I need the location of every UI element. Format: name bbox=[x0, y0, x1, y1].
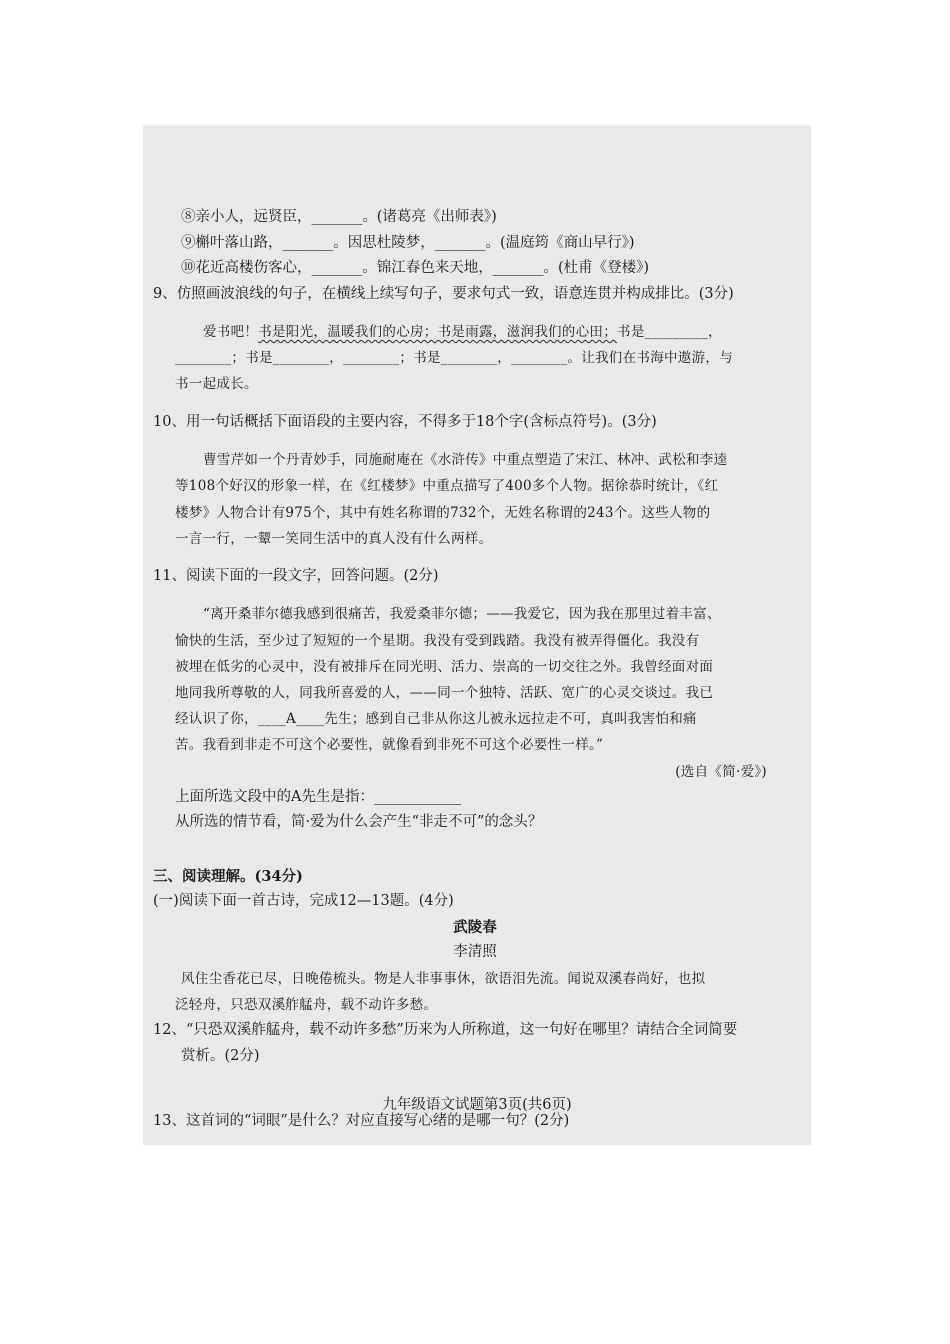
q11-para-3: 被埋在低劣的心灵中，没有被排斥在同光明、活力、崇高的一切交往之外。我曾经面对面 bbox=[175, 658, 714, 675]
poem-line-1: 风住尘香花已尽，日晚倦梳头。物是人非事事休，欲语泪先流。闻说双溪春尚好，也拟 bbox=[181, 970, 706, 987]
q10-para-3: 楼梦》人物合计有975个，其中有姓名称谓的732个，无姓名称谓的243个。这些人物的 bbox=[175, 504, 711, 521]
q11-para-6: 苦。我看到非走不可这个必要性，就像看到非死不可这个必要性一样。” bbox=[175, 737, 604, 754]
question-9: 9、仿照画波浪线的句子，在横线上续写句子，要求句式一致，语意连贯并构成排比。(3分) bbox=[153, 285, 734, 302]
q11-para-2: 愉快的生活，至少过了短短的一个星期。我没有受到践踏。我没有被弄得僵化。我没有 bbox=[175, 632, 700, 649]
subsection-1: (一)阅读下面一首古诗，完成12—13题。(4分) bbox=[153, 893, 454, 910]
poem-line-2: 泛轻舟，只恐双溪舴艋舟，载不动许多愁。 bbox=[175, 997, 438, 1014]
q11-para-5: 经认识了你，____A____先生；感到自己非从你这儿被永远拉走不可，真叫我害怕和痛 bbox=[175, 711, 697, 728]
item-8: ⑧亲小人，远贤臣，_______。(诸葛亮《出师表》) bbox=[181, 209, 497, 225]
q9-line-3: 书一起成长。 bbox=[175, 376, 258, 393]
q11-source: (选自《简·爱》) bbox=[675, 763, 767, 780]
question-12-cont: 赏析。(2分) bbox=[181, 1047, 260, 1064]
exam-content bbox=[153, 205, 775, 1135]
item-10: ⑩花近高楼伤客心，_______。锦江春色来天地，_______。(杜甫《登楼》) bbox=[181, 260, 650, 276]
q10-para-2: 等108个好汉的形象一样，在《红楼梦》中重点描写了400多个人物。据徐恭时统计，《红 bbox=[175, 478, 719, 495]
question-13: 13、这首词的“词眼”是什么？对应直接写心绪的是哪一句？(2分) bbox=[153, 1113, 570, 1130]
item-9: ⑨槲叶落山路，_______。因思杜陵梦，_______。(温庭筠《商山早行》) bbox=[181, 234, 635, 251]
q11-para-4: 地同我所尊敬的人，同我所喜爱的人，——同一个独特、活跃、宽广的心灵交谈过。我已 bbox=[175, 685, 714, 702]
poem-title: 武陵春 bbox=[453, 918, 497, 936]
question-11: 11、阅读下面的一段文字，回答问题。(2分) bbox=[153, 567, 439, 584]
section-3-heading: 三、阅读理解。(34分) bbox=[153, 867, 303, 885]
q9-blank-1: 书是_________， bbox=[617, 324, 722, 340]
q11-para-1: “离开桑菲尔德我感到很痛苦，我爱桑菲尔德；——我爱它，因为我在那里过着丰富、 bbox=[203, 606, 721, 623]
q10-para-4: 一言一行，一颦一笑同生活中的真人没有什么两样。 bbox=[175, 530, 493, 547]
q10-para-1: 曹雪芹如一个丹青妙手，同施耐庵在《水浒传》中重点塑造了宋江、林冲、武松和李逵 bbox=[203, 452, 728, 469]
question-9-sentence bbox=[175, 319, 775, 345]
q9-wavy-sentence: 书是阳光，温暖我们的心房；书是雨露，滋润我们的心田； bbox=[258, 324, 618, 340]
page-footer: 九年级语文试题第3页(共6页) bbox=[382, 1097, 572, 1113]
question-10: 10、用一句话概括下面语段的主要内容，不得多于18个字(含标点符号)。(3分) bbox=[153, 413, 657, 430]
question-12: 12、“只恐双溪舴艋舟，载不动许多愁”历来为人所称道，这一句好在哪里？请结合全词简要 bbox=[153, 1022, 738, 1039]
q11-sub-a: 上面所选文段中的A先生是指：____________ bbox=[175, 788, 461, 805]
q9-lead: 爱书吧！ bbox=[203, 324, 259, 340]
poem-author: 李清照 bbox=[453, 944, 497, 961]
q11-sub-b: 从所选的情节看，简·爱为什么会产生“非走不可”的念头？ bbox=[175, 814, 543, 831]
q9-line-2: ________；书是________，________；书是________，________。让我们在书海中遨游，与 bbox=[175, 350, 733, 367]
